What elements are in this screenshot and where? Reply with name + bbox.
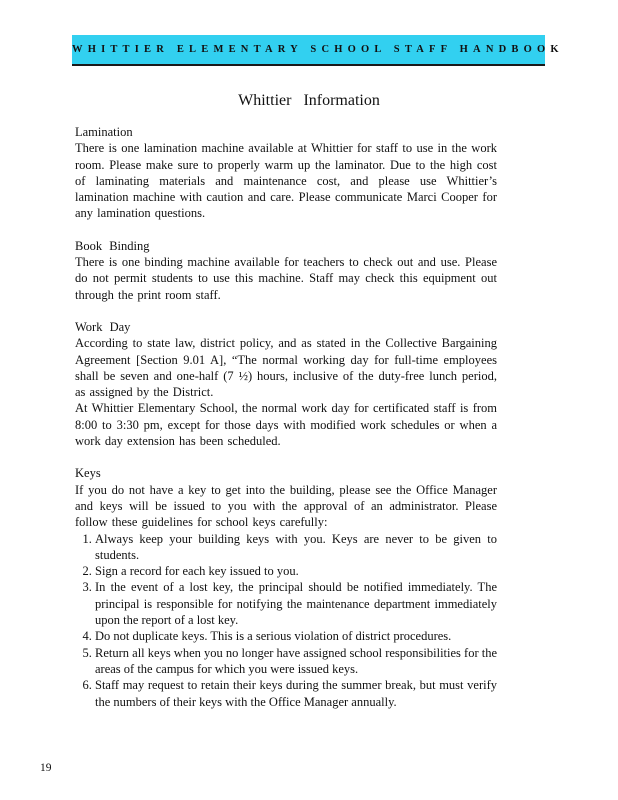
section-paragraph: According to state law, district policy, and as stated in the Collective Bargaining Agreement [Section 9.01 A], “The normal working day for full-time employees shall be seven and one-half (7 ½) hours, inclusive of the duty-free lunch period, as assigned by the District. xyxy=(75,336,497,400)
page-number: 19 xyxy=(40,762,52,774)
work-day-section xyxy=(75,319,497,449)
section-paragraph: There is one lamination machine available at Whittier for staff to use in the work room. Please make sure to properly warm up the laminator. Due to the high cost of laminating materials and maintenance cost, and please use Whittier’s lamination machine with caution and care. Please communicate Marci Cooper for any lamination questions. xyxy=(75,141,497,221)
list-item: 1. Always keep your building keys with you. Keys are never to be given to students. xyxy=(95,531,497,564)
list-item: 3. In the event of a lost key, the principal should be notified immediately. The principal is responsible for notifying the maintenance department immediately upon the report of a lost key. xyxy=(95,579,497,628)
list-item: 4. Do not duplicate keys. This is a serious violation of district procedures. xyxy=(95,628,497,644)
section-title: Work Day xyxy=(75,319,131,334)
list-item: 5. Return all keys when you no longer have assigned school responsibilities for the areas of the campus for which you were issued keys. xyxy=(95,645,497,678)
key-guidelines-list xyxy=(75,531,497,710)
lamination-section xyxy=(75,124,497,222)
header-rule xyxy=(72,64,545,66)
section-title: Book Binding xyxy=(75,238,150,253)
book-binding-section xyxy=(75,238,497,303)
section-paragraph: There is one binding machine available for teachers to check out and use. Please do not permit students to use this machine. Staff may check this equipment out through the print room staff. xyxy=(75,255,497,302)
keys-section xyxy=(75,465,497,709)
page-body xyxy=(75,124,497,726)
section-paragraph: If you do not have a key to get into the building, please see the Office Manager and keys will be issued to you with the approval of an administrator. Please follow these guidelines for school keys carefully: xyxy=(75,482,497,530)
section-title: Lamination xyxy=(75,125,133,139)
page-title: Whittier Information xyxy=(238,92,380,109)
list-item: 2. Sign a record for each key issued to you. xyxy=(95,563,497,579)
handbook-title: WHITTIER ELEMENTARY SCHOOL STAFF HANDBOOK xyxy=(72,44,564,55)
section-paragraph: At Whittier Elementary School, the normal work day for certificated staff is from 8:00 to 3:30 pm, except for those days with modified work schedules or when a work day extension has been scheduled. xyxy=(75,401,497,449)
list-item: 6. Staff may request to retain their keys during the summer break, but must verify the numbers of their keys with the Office Manager annually. xyxy=(95,677,497,710)
section-title: Keys xyxy=(75,466,101,481)
